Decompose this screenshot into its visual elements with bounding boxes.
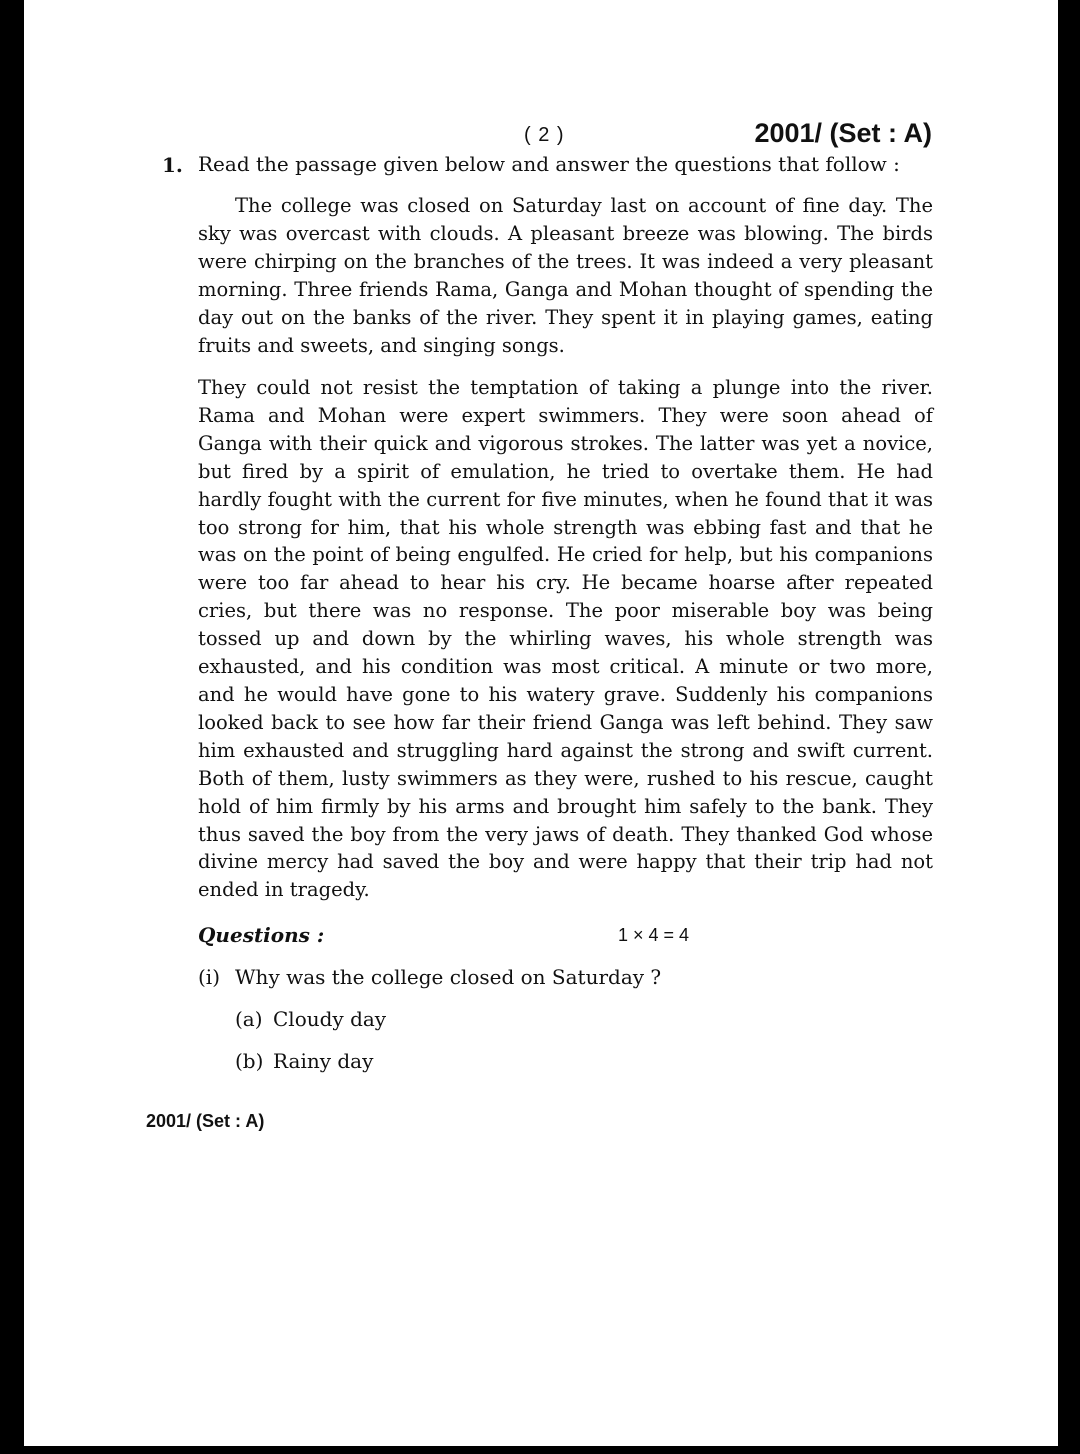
- option-text: Cloudy day: [273, 1007, 387, 1031]
- option-text: Rainy day: [273, 1049, 374, 1073]
- questions-heading: Questions :: [198, 923, 325, 947]
- option-a: [235, 1007, 386, 1031]
- option-b: [235, 1049, 373, 1073]
- exam-page: [24, 0, 1058, 1446]
- passage-paragraph-1: The college was closed on Saturday last on account of fine day. The sky was overcast with clouds. A pleasant breeze was blowing. The birds were chirping on the branches of the trees. It was indeed a very pleasant morning. Three friends Rama, Ganga and Mohan thought of spending the day out on the banks of the river. They spent it in playing games, eating fruits and sweets, and singing songs.: [198, 194, 933, 357]
- paper-code-footer: 2001/ (Set : A): [146, 1111, 265, 1131]
- sub-question-text: Why was the college closed on Saturday ?: [235, 965, 662, 989]
- option-label: (b): [235, 1049, 264, 1073]
- question-instruction: Read the passage given below and answer the questions that follow :: [198, 152, 900, 176]
- paper-code-header: 2001/ (Set : A): [754, 118, 932, 148]
- question-number: 1.: [162, 153, 183, 177]
- option-label: (a): [235, 1007, 263, 1031]
- page-number: ( 2 ): [524, 124, 565, 146]
- marks-allocation: 1 × 4 = 4: [618, 925, 690, 945]
- sub-question-label: (i): [198, 965, 221, 989]
- passage-paragraph-2: They could not resist the temptation of taking a plunge into the river. Rama and Mohan were expert swimmers. They were soon ahead of Ganga with their quick and vigorous strokes. The latter was yet a novice, but fired by a spirit of emulation, he tried to overtake them. He had hardly fought with the current for five minutes, when he found that it was too strong for him, that his whole strength was ebbing fast and that he was on the point of being engulfed. He cried for help, but his companions were too far ahead to hear his cry. He became hoarse after repeated cries, but there was no response. The poor miserable boy was being tossed up and down by the whirling waves, his whole strength was exhausted, and his condition was most critical. A minute or two more, and he would have gone to his watery grave. Suddenly his companions looked back to see how far their friend Ganga was left behind. They saw him exhausted and struggling hard against the strong and swift current. Both of them, lusty swimmers as they were, rushed to his rescue, caught hold of him firmly by his arms and brought him safely to the bank. They thus saved the boy from the very jaws of death. They thanked God whose divine mercy had saved the boy and were happy that their trip had not ended in tragedy.: [198, 376, 933, 902]
- sub-question-i: [198, 965, 661, 989]
